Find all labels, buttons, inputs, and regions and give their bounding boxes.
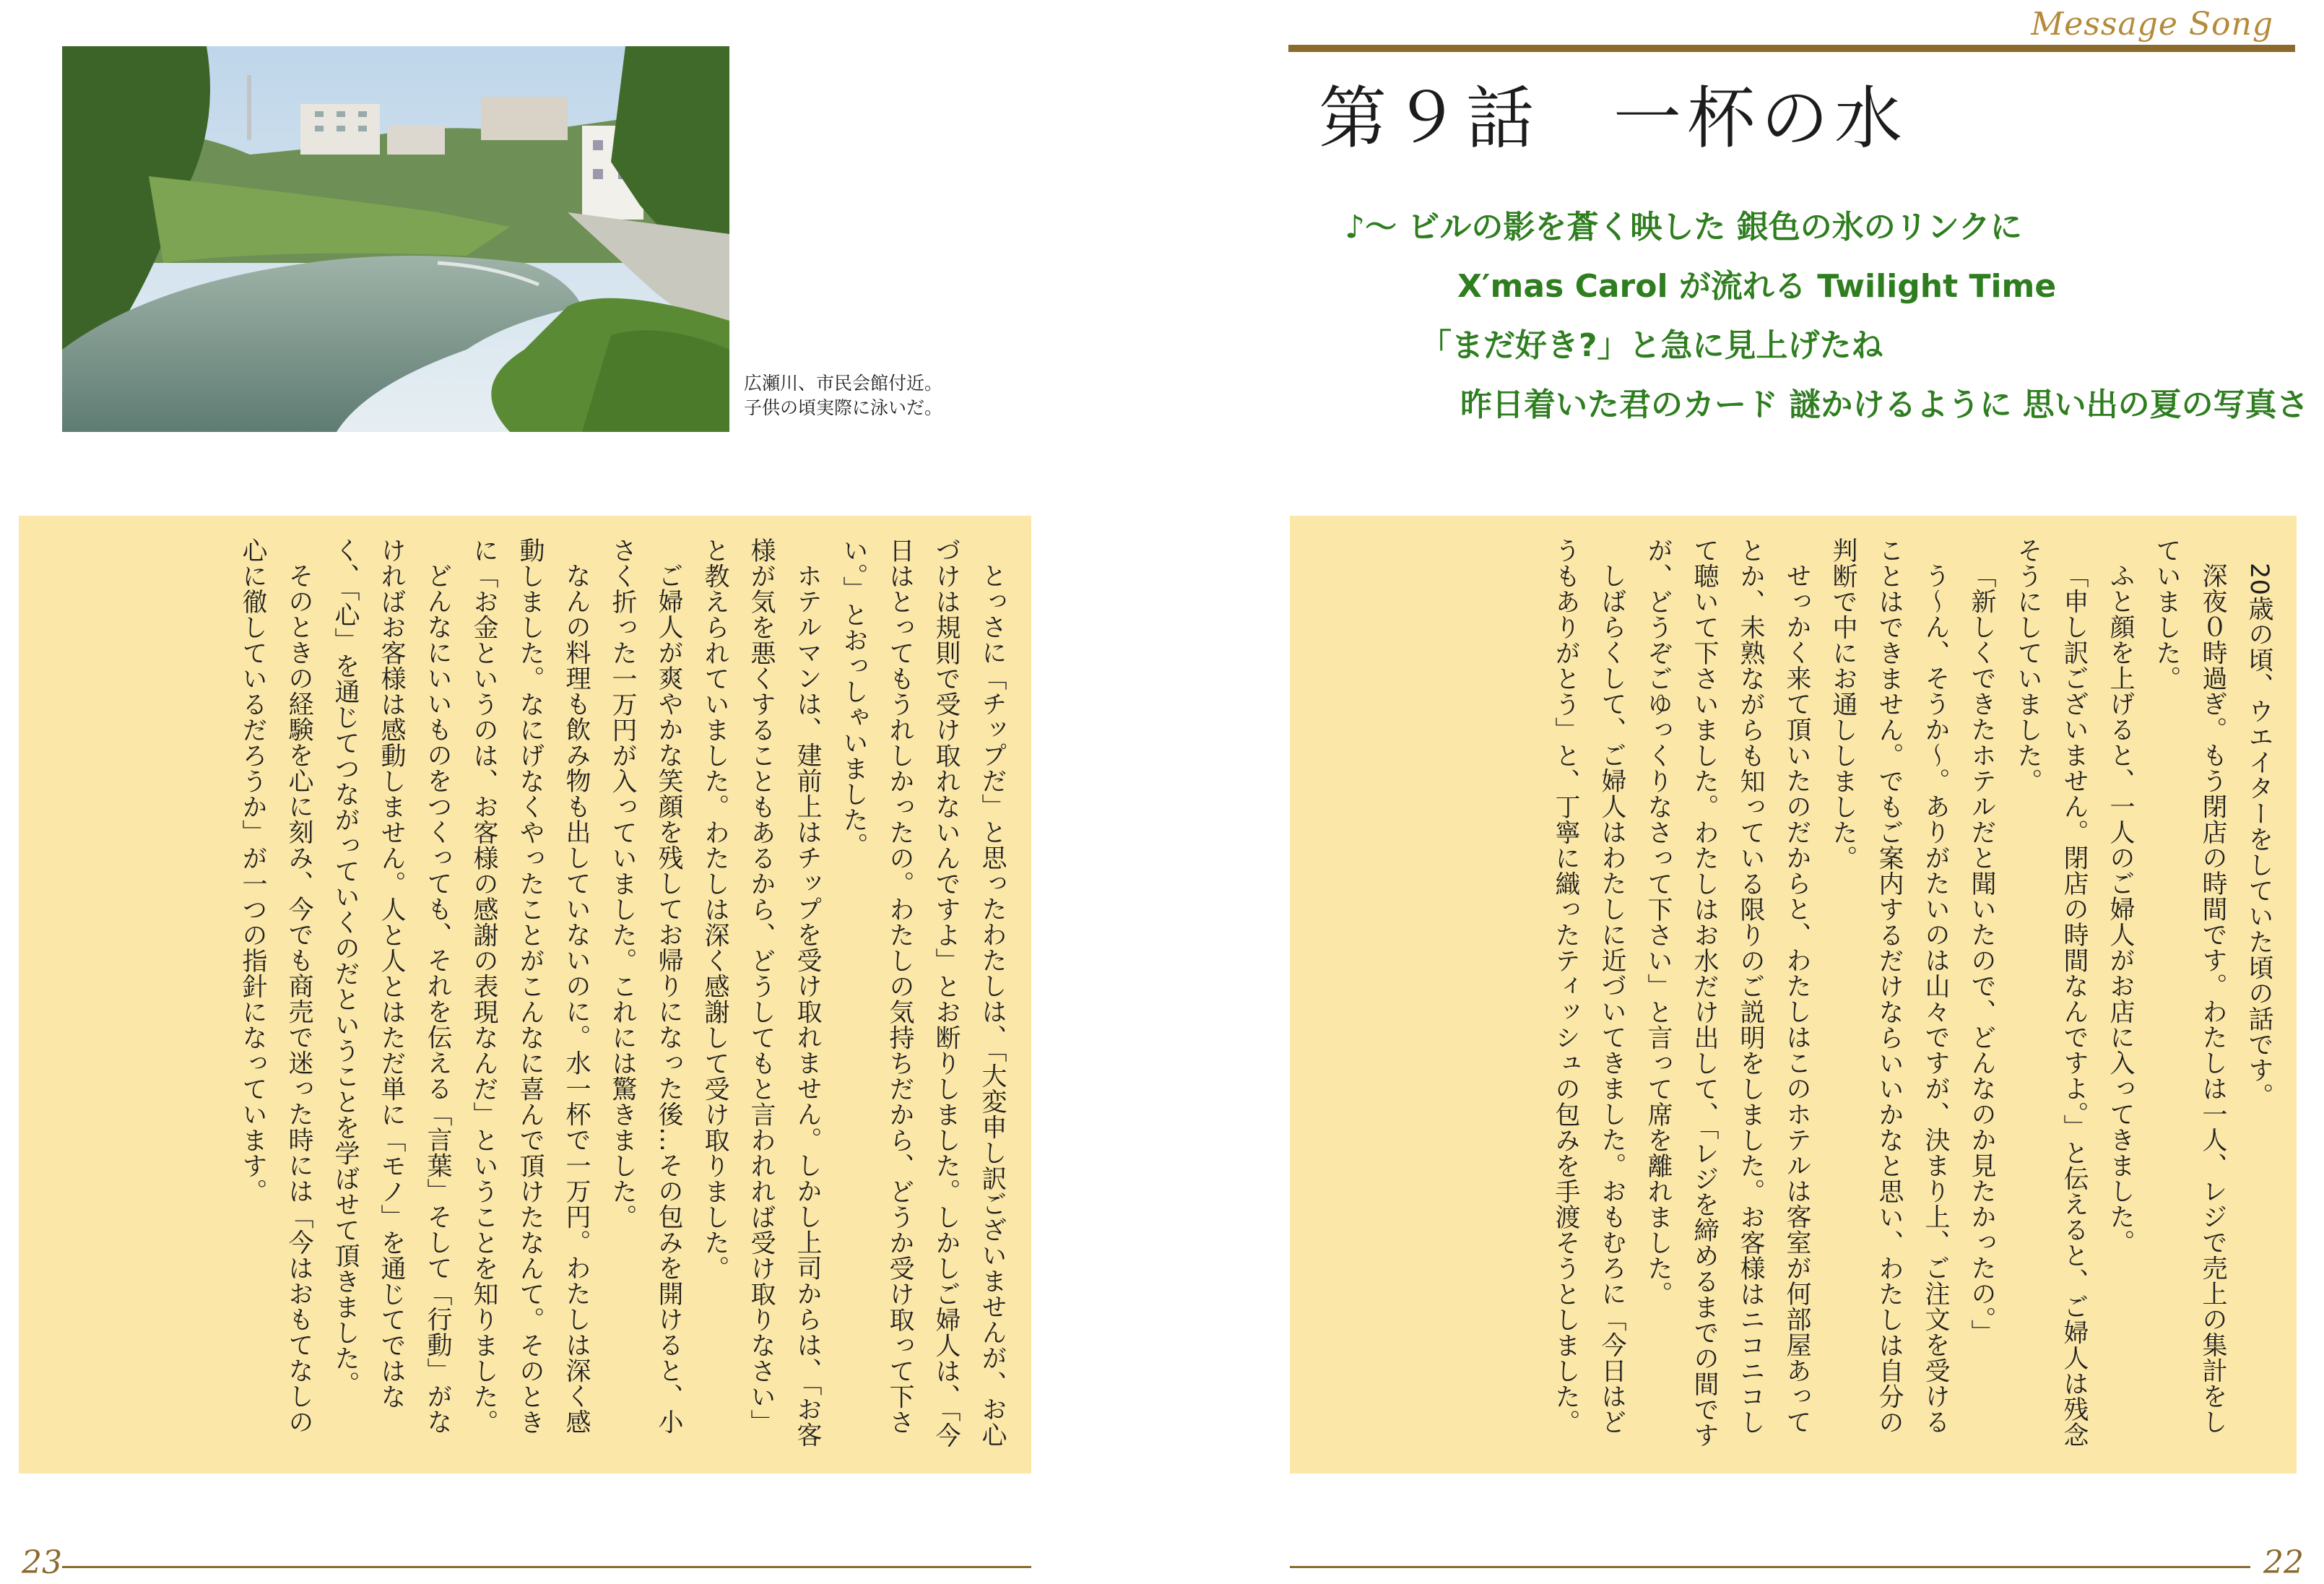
left-paragraph: ご婦人が爽やかな笑顔を残してお帰りになった後…その包みを開けると、小さく折った一万円が入っていました。これには驚きました。 (608, 537, 683, 1434)
lyric-line-4: 昨日着いた君のカード 謎かけるように 思い出の夏の写真さ (1460, 386, 2309, 423)
footer-rule-right (1290, 1566, 2250, 1568)
page-number-right: 22 (2263, 1544, 2304, 1581)
chapter-title: 第９話 一杯の水 (1319, 79, 1909, 158)
left-body-text (33, 537, 1015, 1455)
left-paragraph: とっさに「チップだ」と思ったわたしは、「大変申し訳ございませんが、お心づけは規則で受け取れないんですよ」とお断りしました。しかしご婦人は、「今日はとってもうれしかったの。わたしの気持ちだから、どうか受け取って下さい。」とおっしゃいました。 (839, 537, 1007, 1448)
left-paragraph: ホテルマンは、建前上はチップを受け取れません。しかし上司からは、「お客様が気を悪くすることもあるから、どうしてもと言われれば受け取りなさい」と教えられていました。わたしは深く感謝して受け取りました。 (701, 537, 822, 1447)
left-paragraph: なんの料理も飲み物も出していないのに。水一杯で一万円。わたしは深く感動しました。なにげなくやったことがこんなに喜んで頂けたなんて。そのときに「お金というのは、お客様の感謝の表現なんだ」ということを知りました。 (469, 537, 591, 1435)
left-paragraph: どんなにいいものをつくっても、それを伝える「言葉」そして「行動」がなければお客様は感動しません。人と人とはただ単に「モノ」を通じてではなく、「心」を通じてつながっていくのだということを学ばせて頂きました。 (331, 537, 452, 1434)
right-paragraph: 「申し訳ございません。閉店の時間なんですよ。」と伝えると、ご婦人は残念そうにしていました。 (2013, 537, 2089, 1447)
river-photo (62, 46, 729, 432)
page-number-left: 23 (22, 1544, 62, 1581)
right-paragraph: う～ん、そうか～。ありがたいのは山々ですが、決まり上、ご注文を受けることはできません。でもご案内するだけならいいかなと思い、わたしは自分の判断で中にお通ししました。 (1829, 537, 1950, 1435)
lyric-line-1: ♪～ ビルの影を蒼く映した 銀色の氷のリンクに (1345, 209, 2022, 246)
footer-rule-left (62, 1566, 1031, 1568)
right-paragraph: ふと顔を上げると、一人のご婦人がお店に入ってきました。 (2106, 563, 2135, 1255)
photo-caption-line-1: 広瀬川、市民会館付近。 (744, 373, 943, 394)
photo-caption-line-2: 子供の頃実際に泳いだ。 (744, 397, 943, 418)
right-text-panel (1290, 516, 2297, 1473)
right-paragraph: せっかく来て頂いたのだからと、わたしはこのホテルは客室が何部屋あってとか、未熟ながらも知っている限りのご説明をしました。お客様はニコニコして聴いて下さいました。わたしはお水だけ出して、「レジを締めるまでの間ですが、どうぞごゆっくりなさって下さい」と言って席を離れました。 (1644, 537, 1811, 1448)
left-text-panel (19, 516, 1031, 1473)
right-paragraph: 深夜０時過ぎ。もう閉店の時間です。わたしは一人、レジで売上の集計をしていました。 (2152, 537, 2227, 1434)
lyric-line-2: X′mas Carol が流れる Twilight Time (1457, 268, 2057, 305)
lyric-line-3: 「まだ好き?」と急に見上げたね (1420, 327, 1883, 364)
right-paragraph: 「新しくできたホテルだと聞いたので、どんなのか見たかったの。」 (1967, 563, 1996, 1345)
right-body-text (1307, 537, 2282, 1455)
title-rule (1288, 45, 2295, 52)
right-paragraph: 20歳の頃、ウエイターをしていた頃の話です。 (2245, 563, 2273, 1109)
brand-header: Message Song (2031, 6, 2273, 43)
left-paragraph: そのときの経験を心に刻み、今でも商売で迷った時には「今はおもてなしの心に徹しているだろうか」が一つの指針になっています。 (238, 537, 313, 1434)
right-paragraph: しばらくして、ご婦人はわたしに近づいてきました。おもむろに「今日はどうもありがとう」と、丁寧に織ったティッシュの包みを手渡そうとしました。 (1551, 537, 1626, 1435)
